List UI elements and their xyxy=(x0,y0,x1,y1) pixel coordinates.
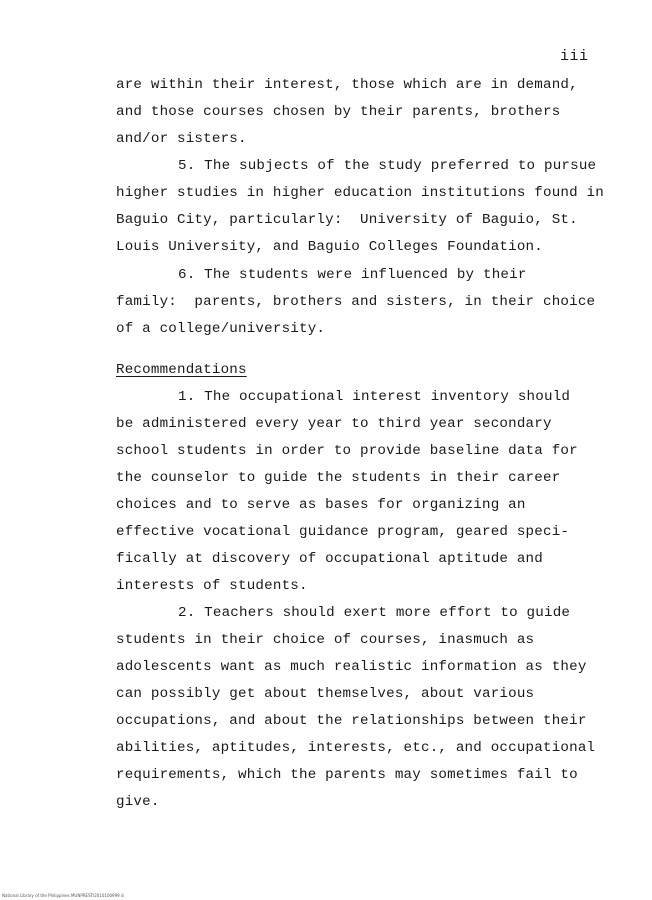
text-line: the counselor to guide the students in their career xyxy=(116,470,561,486)
text-line: Louis University, and Baguio Colleges Foundation. xyxy=(116,239,543,255)
text-line: abilities, aptitudes, interests, etc., and occupational xyxy=(116,740,596,756)
recommendations-heading: Recommendations xyxy=(116,362,247,378)
text-line: fically at discovery of occupational aptitude and xyxy=(116,551,543,567)
text-line: interests of students. xyxy=(116,578,308,594)
text-line: family: parents, brothers and sisters, in their choice xyxy=(116,294,596,310)
text-line: students in their choice of courses, inasmuch as xyxy=(116,632,535,648)
text-line: requirements, which the parents may sometimes fail to xyxy=(116,767,578,783)
text-line: occupations, and about the relationships between their xyxy=(116,713,587,729)
text-line: can possibly get about themselves, about various xyxy=(116,686,535,702)
text-line: school students in order to provide baseline data for xyxy=(116,443,578,459)
text-line: are within their interest, those which are in demand, xyxy=(116,77,578,93)
text-line: 5. The subjects of the study preferred to pursue xyxy=(178,158,597,174)
page-number: iii xyxy=(560,48,589,65)
text-line: 6. The students were influenced by their xyxy=(178,267,527,283)
text-line: adolescents want as much realistic information as they xyxy=(116,659,587,675)
text-line: 1. The occupational interest inventory should xyxy=(178,389,571,405)
library-footer: National Library of the Philippines MUNPRESTI2010100999 iii xyxy=(2,893,125,898)
text-line: 2. Teachers should exert more effort to guide xyxy=(178,605,571,621)
text-line: higher studies in higher education institutions found in xyxy=(116,185,604,201)
text-line: of a college/university. xyxy=(116,321,326,337)
text-line: and/or sisters. xyxy=(116,131,247,147)
text-line: choices and to serve as bases for organizing an xyxy=(116,497,526,513)
text-line: give. xyxy=(116,794,160,810)
text-line: and those courses chosen by their parents, brothers xyxy=(116,104,561,120)
text-line: Baguio City, particularly: University of Baguio, St. xyxy=(116,212,578,228)
text-line: be administered every year to third year secondary xyxy=(116,416,552,432)
text-line: effective vocational guidance program, geared speci- xyxy=(116,524,570,540)
